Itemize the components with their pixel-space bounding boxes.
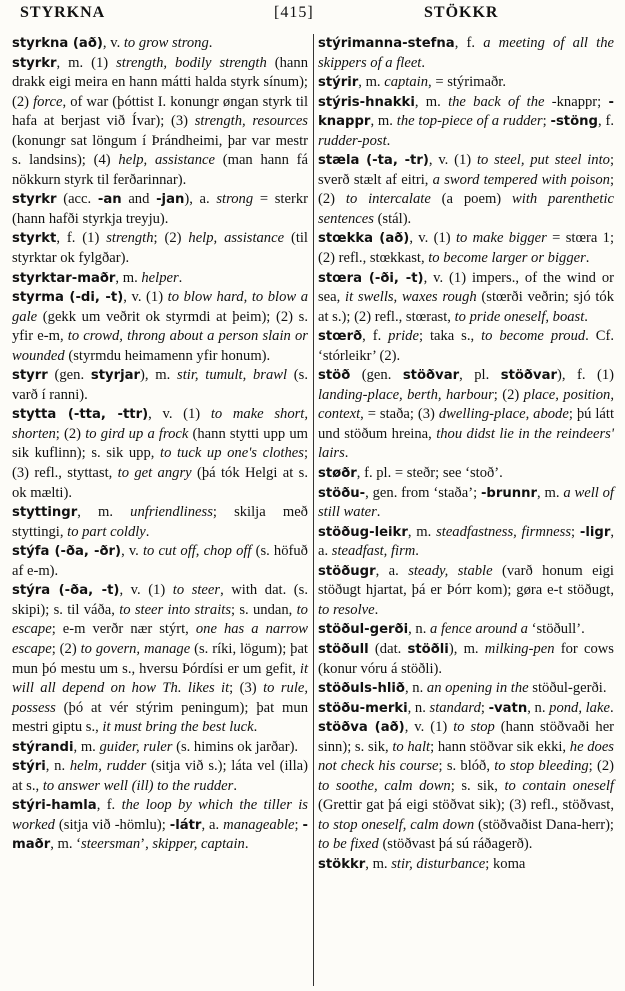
dictionary-entry: stöðu-merki, n. standard; -vatn, n. pond, lake. [318, 699, 614, 716]
dictionary-entry: styrkna (að), v. to grow strong. [12, 35, 213, 51]
dictionary-entry: stöðugr, a. steady, stable (varð honum eigi stöðugt hjartat, þá er Þórr kom); gøra e-t stöðugt, to resolve. [318, 562, 614, 618]
dictionary-entry: stœra (-ði, -t), v. (1) impers., of the wind or sea, it swells, waxes rough (stœrði veðrin; sjó tók at s.); (2) refl., stœrast, to pride oneself, boast. [318, 269, 615, 325]
dictionary-entry: stýfa (-ða, -ðr), v. to cut off, chop off (s. höfuð af e-m). [12, 543, 308, 579]
dictionary-entry: stýri-hamla, f. the loop by which the tiller is worked (sitja við -hömlu); -látr, a. manageable; -maðr, m. ‘steersman’, skipper, captain. [12, 797, 309, 853]
dictionary-entry: stöðul-gerði, n. a fence around a ‘stöðull’. [318, 621, 585, 638]
running-headword-left: STYRKNA [20, 4, 106, 21]
dictionary-entry: stöðull (dat. stöðli), m. milking-pen for cows (konur vóru á stöðli). [318, 640, 614, 677]
dictionary-entry: stöðva (að), v. (1) to stop (hann stöðvaði her sinn); s. sik, to halt; hann stöðvar sik ekki, he does not check his course; s. blóð, to stop bleeding; (2) to soothe, calm down; s. sik, to contain oneself (Grettir gat þá eigi stöðvat sik); (3) refl., stöðvast, to stop oneself, calm down (stöðvaðist Dana-herr); to be fixed (stöðvast þá sú ráðagerð). [318, 719, 615, 853]
dictionary-entry: stytta (-tta, -ttr), v. (1) to make short, shorten; (2) to gird up a frock (hann stytti upp um sik kuflinn); s. sik upp, to tuck up one's clothes; (3) refl., styttast, to get angry (þá tók Helgi at s. ok mælti). [12, 406, 308, 501]
dictionary-entry: stýrandi, m. guider, ruler (s. himins ok jarðar). [12, 738, 299, 755]
page-header [0, 4, 625, 26]
dictionary-entry: stökkr, m. stir, disturbance; koma [318, 855, 526, 872]
column-divider [313, 34, 314, 986]
dictionary-entry: stæla (-ta, -tr), v. (1) to steel, put steel into; sverð stælt af eitri, a sword tempered with poison; (2) to intercalate (a poem) with parenthetic sentences (stál). [318, 152, 615, 227]
dictionary-entry: stöðuls-hlið, n. an opening in the stöðul-gerði. [318, 680, 607, 697]
dictionary-entry: stýrir, m. captain, = stýrimaðr. [318, 74, 506, 91]
dictionary-entry: stýris-hnakki, m. the back of the -knappr; -knappr, m. the top-piece of a rudder; -stöng, f. rudder-post. [318, 93, 614, 149]
right-column [318, 34, 614, 875]
dictionary-entry: stöð (gen. stöðvar, pl. stöðvar), f. (1) landing-place, berth, harbour; (2) place, position, context, = staða; (3) dwelling-place, abode; þú látt und stöðum hreina, thou didst lie in the reindeers' lairs. [318, 367, 614, 462]
dictionary-entry: styrkt, f. (1) strength; (2) help, assistance (til styrktar ok fylgðar). [12, 230, 308, 267]
dictionary-entry: stöðu-, gen. from ‘staða’; -brunnr, m. a well of still water. [318, 484, 614, 521]
dictionary-entry: styrma (-di, -t), v. (1) to blow hard, to blow a gale (gekk um veðrit ok styrmdi at þeim); (2) s. yfir e-m, to crowd, throng about a person slain or wounded (styrmdu heimamenn yfir honum). [12, 289, 309, 364]
page-number: [415] [274, 4, 314, 21]
dictionary-entry: styttingr, m. unfriendliness; skilja með styttingi, to part coldly. [12, 504, 308, 540]
dictionary-entry: støðr, f. pl. = steðr; see ‘stoð’. [318, 465, 503, 482]
dictionary-entry: styrkr, m. (1) strength, bodily strength (hann drakk eigi meira en hann mátti halda styrk sínum); (2) force, of war (þóttist I. konungr øngan styrk til hafa at berjast við Ívar); (3) strength, resources (konungr sat löngum í Þrándheimi, þar var mestr s. landsins); (4) help, assistance (man hann fá nökkurn styrk til ferðarinnar). [12, 54, 308, 188]
dictionary-entry: stýra (-ða, -t), v. (1) to steer, with dat. (s. skipi); s. til váða, to steer into straits; s. undan, to escape; e-m verðr nær stýrt, one has a narrow escape; (2) to govern, manage (s. ríki, lögum); þat mun þó mestu um s., hversu Þórdísi er um gefit, it will all depend on how Th. likes it; (3) to rule, possess (þó at vér stýrim peningum); þat mun mestri giptu s., it must bring the best luck. [12, 582, 309, 736]
running-headword-right: STÖKKR [424, 4, 499, 21]
dictionary-entry: styrr (gen. styrjar), m. stir, tumult, brawl (s. varð í ranni). [12, 367, 308, 403]
dictionary-entry: stœkka (að), v. (1) to make bigger = stœra 1; (2) refl., stœkkast, to become larger or bigger. [318, 230, 615, 267]
dictionary-entry: styrktar-maðr, m. helper. [12, 269, 183, 286]
dictionary-entry: stöðug-leikr, m. steadfastness, firmness; -ligr, a. steadfast, firm. [318, 523, 615, 560]
dictionary-entry: styrkr (acc. -an and -jan), a. strong = sterkr (hann hafði styrkja treyju). [12, 191, 308, 227]
dictionary-entry: stýrimanna-stefna, f. a meeting of all the skippers of a fleet. [318, 35, 614, 71]
dictionary-entry: stýri, n. helm, rudder (sitja við s.); láta vel (illa) at s., to answer well (ill) to the rudder. [12, 758, 308, 794]
dictionary-entry: stœrð, f. pride; taka s., to become proud. Cf. ‘stórleikr’ (2). [318, 328, 614, 364]
left-column [12, 34, 308, 855]
